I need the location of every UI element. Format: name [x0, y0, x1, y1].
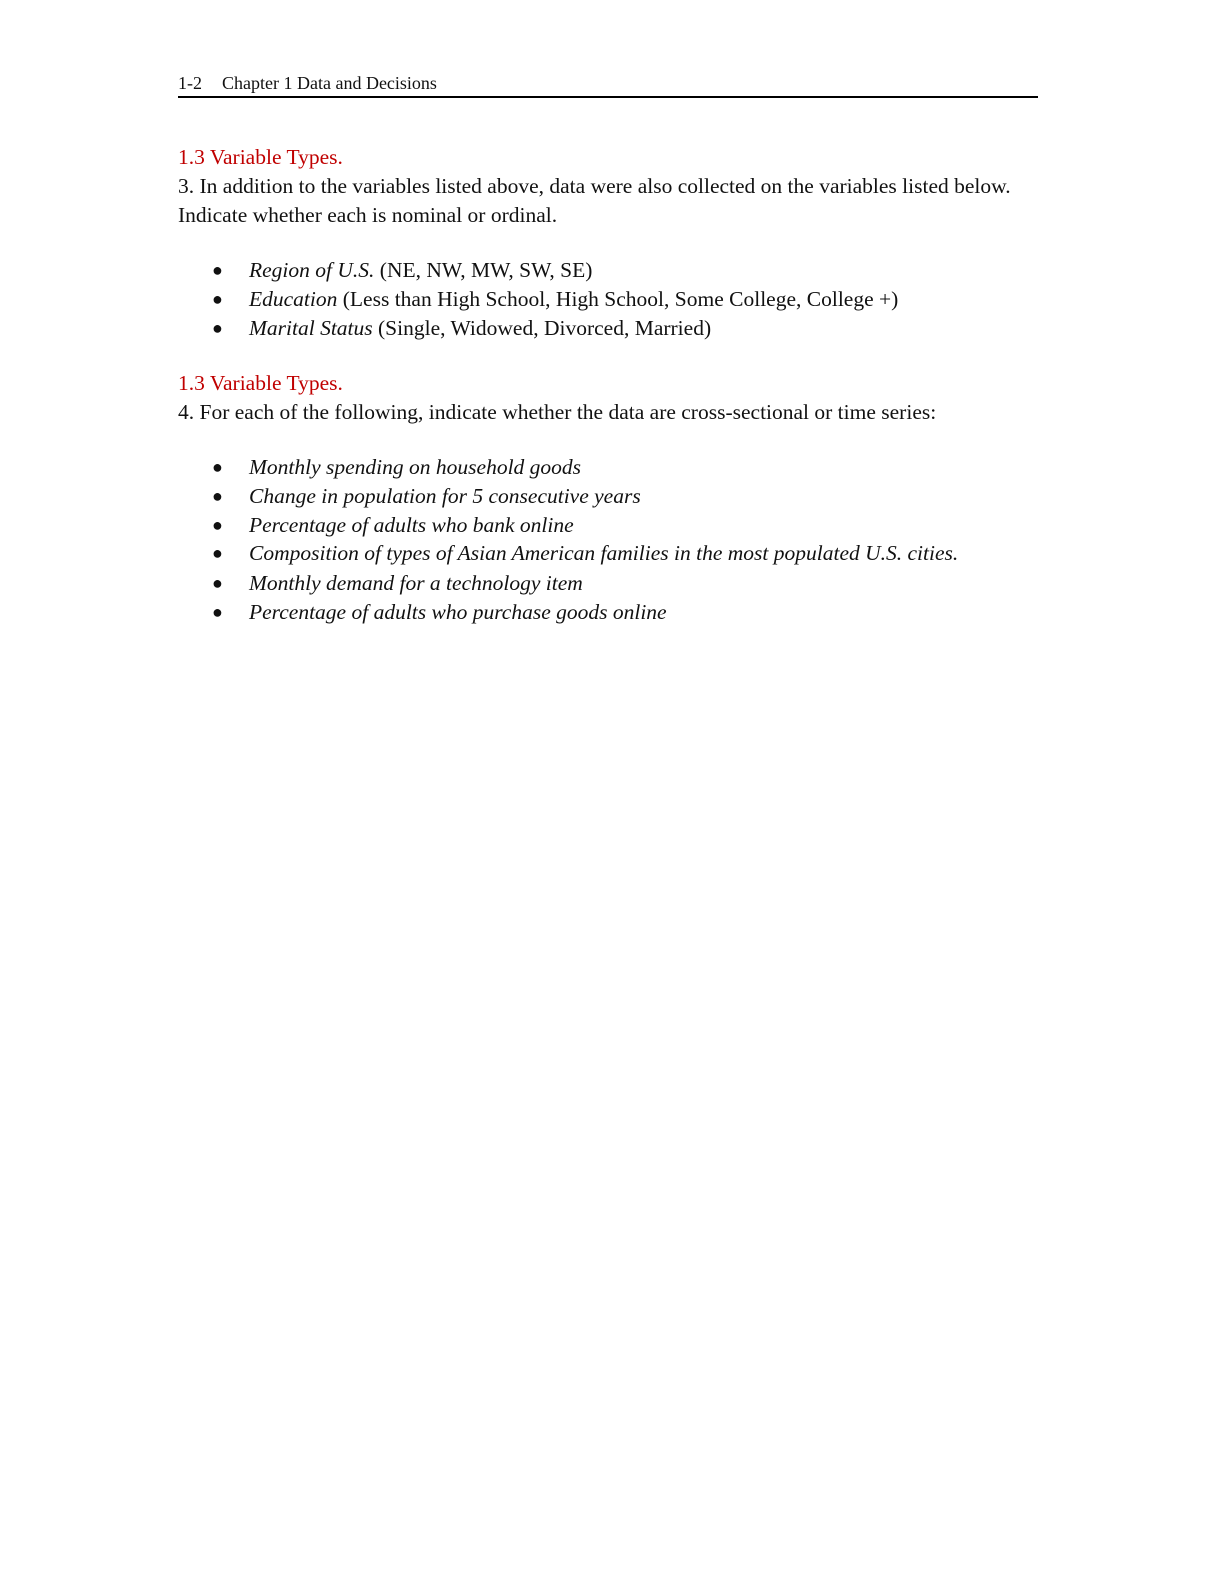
list-item	[178, 511, 1038, 540]
list-item	[178, 453, 1038, 482]
bullet-icon: ●	[212, 515, 223, 535]
data-type-list	[178, 453, 1038, 627]
item-name: Change in population for 5 consecutive years	[249, 484, 641, 508]
page-header	[178, 72, 1038, 98]
variable-list	[178, 256, 1038, 343]
bullet-icon: ●	[212, 318, 223, 338]
chapter-title: Chapter 1 Data and Decisions	[222, 73, 437, 93]
item-name: Education	[249, 287, 338, 311]
item-name: Monthly demand for a technology item	[249, 571, 583, 595]
item-name: Region of U.S.	[249, 258, 375, 282]
bullet-icon: ●	[212, 289, 223, 309]
list-item	[178, 540, 974, 567]
item-detail: (NE, NW, MW, SW, SE)	[374, 258, 593, 282]
item-detail: (Less than High School, High School, Some College, College +)	[337, 287, 899, 311]
question-3: 3. In addition to the variables listed above, data were also collected on the variables listed below. Indicate whether each is nominal or ordinal.	[178, 174, 1011, 227]
list-item	[178, 256, 1038, 285]
item-name: Marital Status	[249, 316, 373, 340]
bullet-icon: ●	[212, 260, 223, 280]
page-number: 1-2	[178, 73, 202, 93]
bullet-icon: ●	[212, 457, 223, 477]
document-body	[178, 143, 1038, 627]
list-item	[178, 314, 1038, 343]
item-name: Percentage of adults who purchase goods online	[249, 600, 667, 624]
bullet-icon: ●	[212, 602, 223, 622]
section-heading: 1.3 Variable Types.	[178, 371, 343, 395]
list-item	[178, 285, 1038, 314]
item-detail: (Single, Widowed, Divorced, Married)	[372, 316, 712, 340]
bullet-icon: ●	[212, 543, 223, 563]
bullet-icon: ●	[212, 486, 223, 506]
section-heading: 1.3 Variable Types.	[178, 145, 343, 169]
item-name: Percentage of adults who bank online	[249, 513, 574, 537]
list-item	[178, 482, 1038, 511]
list-item	[178, 569, 1038, 598]
list-item	[178, 598, 1038, 627]
section-spacer	[178, 343, 1038, 369]
question-4: 4. For each of the following, indicate whether the data are cross-sectional or time series:	[178, 400, 937, 424]
item-name: Monthly spending on household goods	[249, 455, 582, 479]
item-name: Composition of types of Asian American families in the most populated U.S. cities.	[249, 541, 959, 565]
bullet-icon: ●	[212, 573, 223, 593]
